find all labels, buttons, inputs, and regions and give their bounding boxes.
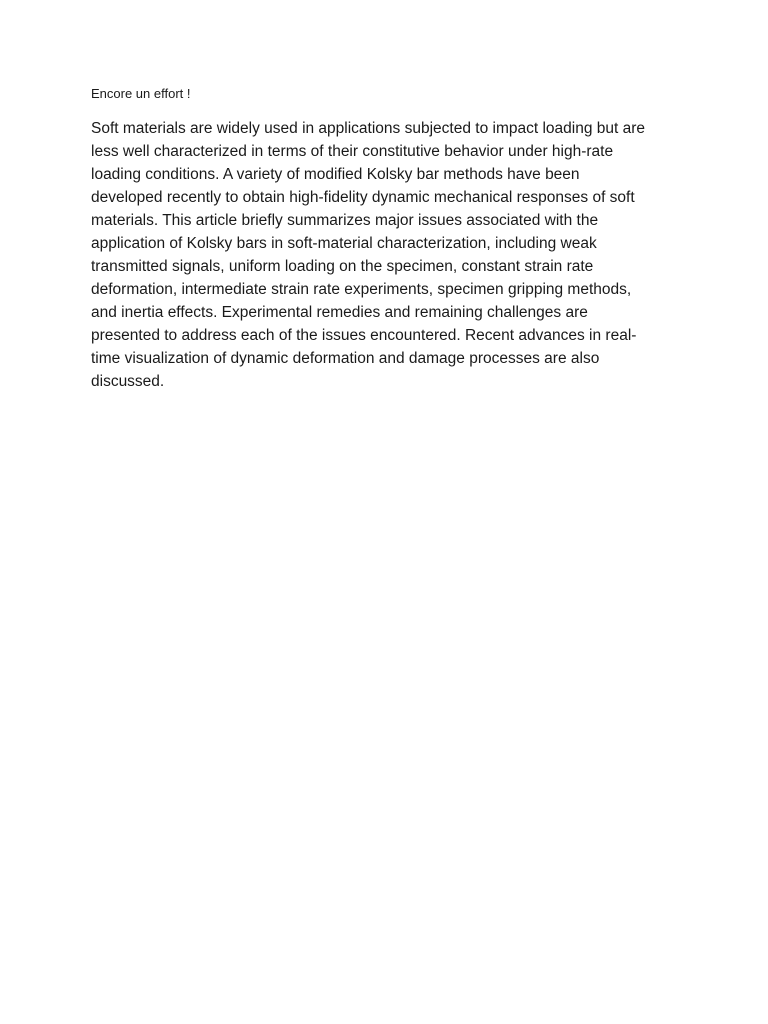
paragraph-line: application of Kolsky bars in soft-material characterization, including weak (91, 235, 597, 252)
paragraph-line: deformation, intermediate strain rate experiments, specimen gripping methods, (91, 281, 632, 298)
document-paragraph (91, 117, 681, 393)
paragraph-line: presented to address each of the issues encountered. Recent advances in real- (91, 327, 637, 344)
paragraph-line: Soft materials are widely used in applications subjected to impact loading but are (91, 120, 646, 137)
paragraph-line: developed recently to obtain high-fidelity dynamic mechanical responses of soft (91, 189, 635, 206)
paragraph-line: transmitted signals, uniform loading on the specimen, constant strain rate (91, 258, 594, 275)
document-heading: Encore un effort ! (91, 86, 191, 101)
paragraph-line: loading conditions. A variety of modified Kolsky bar methods have been (91, 166, 580, 183)
paragraph-line: less well characterized in terms of their constitutive behavior under high-rate (91, 143, 614, 160)
paragraph-line: discussed. (91, 373, 165, 390)
paragraph-line: time visualization of dynamic deformation and damage processes are also (91, 350, 600, 367)
paragraph-line: materials. This article briefly summarizes major issues associated with the (91, 212, 599, 229)
paragraph-line: and inertia effects. Experimental remedies and remaining challenges are (91, 304, 588, 321)
